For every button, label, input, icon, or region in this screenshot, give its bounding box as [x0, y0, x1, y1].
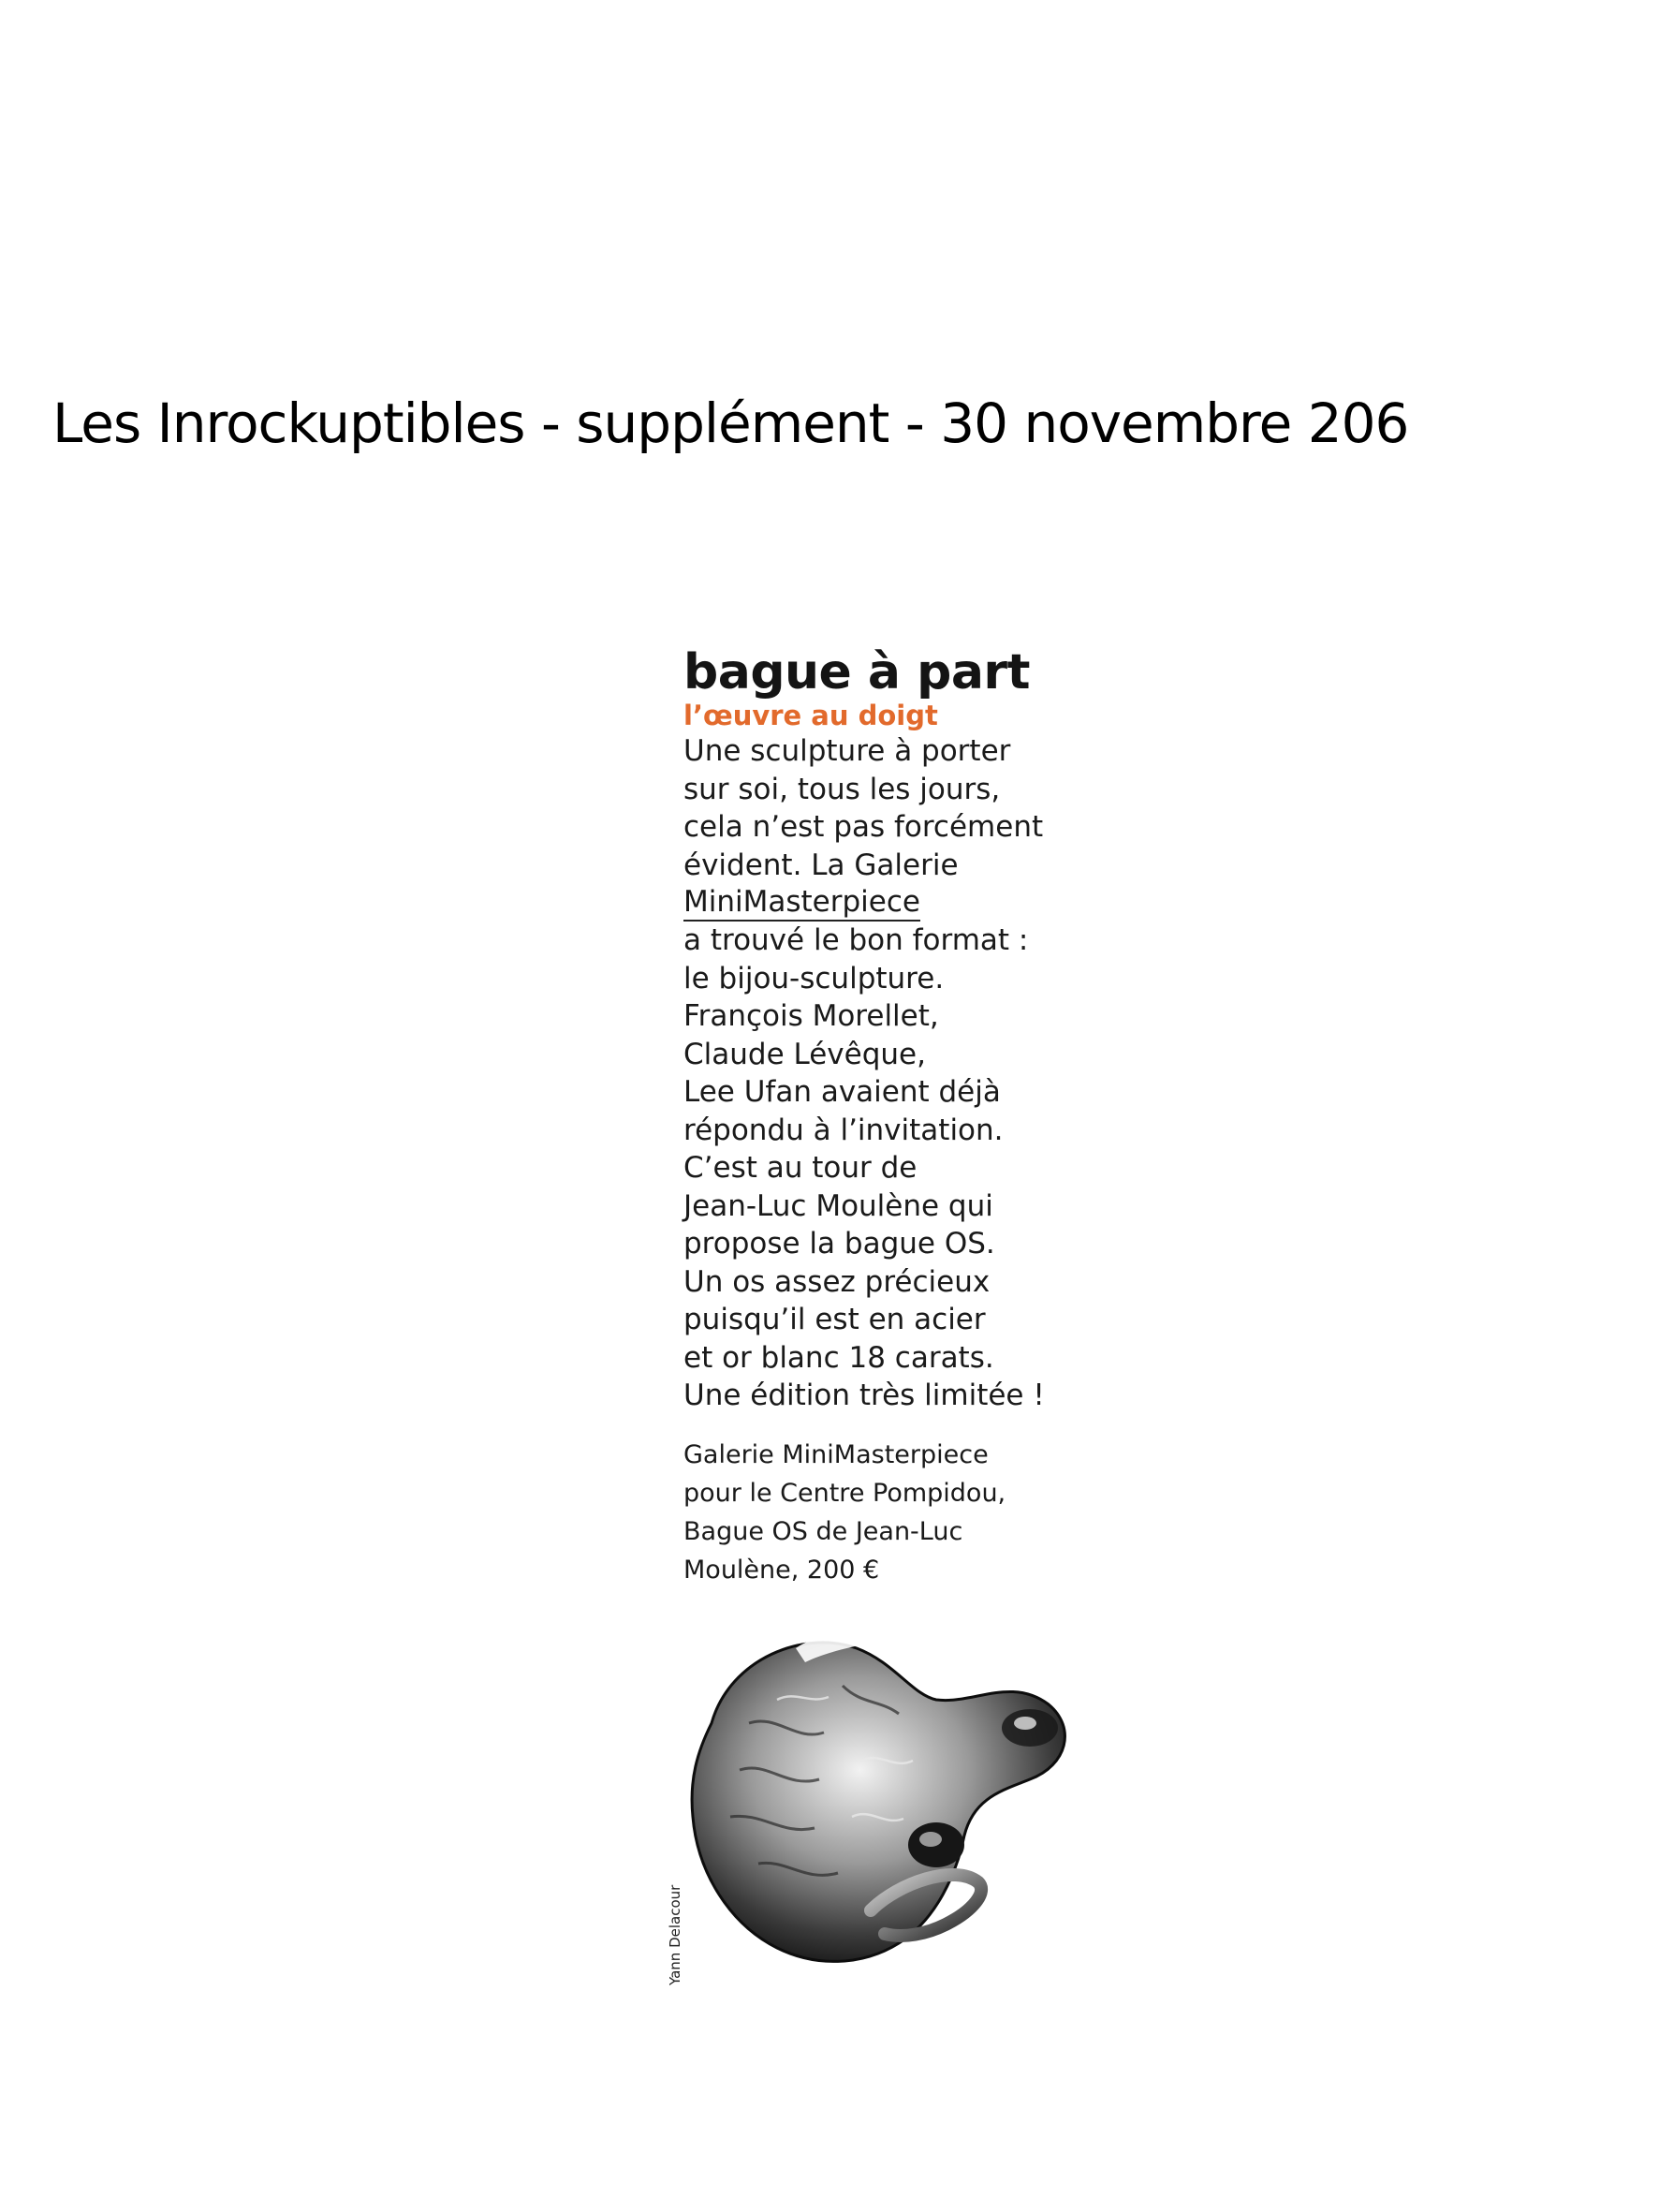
body-line: C’est au tour de — [683, 1151, 918, 1185]
article-body — [683, 732, 1114, 1415]
body-line: Une édition très limitée ! — [683, 1379, 1045, 1412]
page-title: Les Inrockuptibles - supplément - 30 novembre 206 — [52, 391, 1409, 455]
ring-photo — [655, 1611, 1086, 2004]
caption-line: pour le Centre Pompidou, — [683, 1478, 1006, 1508]
body-line: sur soi, tous les jours, — [683, 772, 1001, 806]
body-line: le bijou-sculpture. — [683, 961, 945, 995]
body-line: Lee Ufan avaient déjà — [683, 1075, 1001, 1109]
article-headline: bague à part — [683, 644, 1030, 700]
body-line: évident. La Galerie — [683, 848, 959, 882]
article-kicker: l’œuvre au doigt — [683, 700, 938, 731]
caption-line: Bague OS de Jean-Luc — [683, 1516, 963, 1546]
product-caption — [683, 1436, 1114, 1589]
body-line: François Morellet, — [683, 999, 939, 1033]
body-line: et or blanc 18 carats. — [683, 1340, 994, 1375]
photo-credit: Yann Delacour — [667, 1884, 683, 1985]
body-line: Claude Lévêque, — [683, 1037, 926, 1071]
body-line: puisqu’il est en acier — [683, 1303, 986, 1336]
body-line: Une sculpture à porter — [683, 734, 1011, 768]
body-line: Jean-Luc Moulène qui — [683, 1188, 993, 1223]
gallery-name-line: MiniMasterpiece — [683, 884, 920, 922]
press-clipping — [683, 646, 1114, 1589]
body-line: propose la bague OS. — [683, 1227, 995, 1261]
body-line: cela n’est pas forcément — [683, 810, 1044, 844]
body-line: a trouvé le bon format : — [683, 923, 1029, 957]
body-line: répondu à l’invitation. — [683, 1113, 1004, 1147]
body-line: Un os assez précieux — [683, 1264, 991, 1299]
caption-line: Moulène, 200 € — [683, 1555, 880, 1585]
caption-line: Galerie MiniMasterpiece — [683, 1439, 989, 1469]
